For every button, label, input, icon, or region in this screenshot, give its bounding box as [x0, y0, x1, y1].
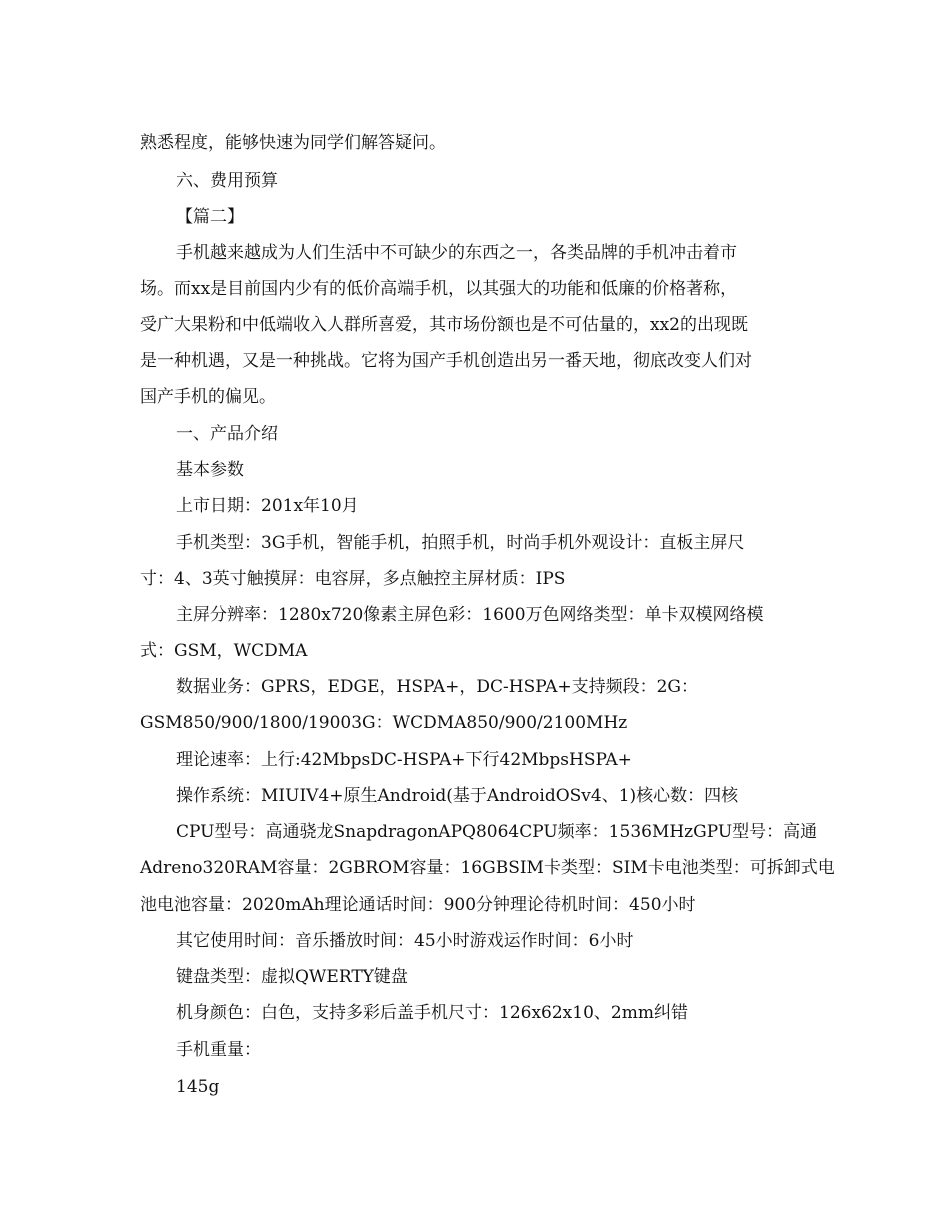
paragraph-line: GSM850/900/1800/19003G：WCDMA850/900/2100MHz [140, 713, 628, 733]
paragraph-line: 145g [176, 1077, 220, 1097]
paragraph-line: 场。而xx是目前国内少有的低价高端手机，以其强大的功能和低廉的价格著称， [140, 279, 738, 299]
section-heading: 一、产品介绍 [176, 424, 278, 444]
paragraph-line: 操作系统：MIUIV4+原生Android(基于AndroidOSv4、1)核心数：四核 [176, 786, 739, 806]
section-heading: 【篇二】 [176, 207, 244, 227]
paragraph-line: 熟悉程度，能够快速为同学们解答疑问。 [140, 133, 446, 153]
paragraph-line: 理论速率：上行:42MbpsDC-HSPA+下行42MbpsHSPA+ [176, 750, 632, 770]
paragraph-line: 国产手机的偏见。 [140, 387, 276, 407]
paragraph-line: Adreno320RAM容量：2GBROM容量：16GBSIM卡类型：SIM卡电池类型：可拆卸式电 [140, 858, 835, 878]
paragraph-line: 式：GSM，WCDMA [140, 641, 308, 661]
paragraph-line: 池电池容量：2020mAh理论通话时间：900分钟理论待机时间：450小时 [140, 895, 696, 915]
section-heading: 基本参数 [176, 460, 244, 480]
paragraph-line: 主屏分辨率：1280x720像素主屏色彩：1600万色网络类型：单卡双模网络模 [176, 605, 764, 625]
paragraph-line: 寸：4、3英寸触摸屏：电容屏，多点触控主屏材质：IPS [140, 569, 566, 589]
paragraph-line: 受广大果粉和中低端收入人群所喜爱，其市场份额也是不可估量的，xx2的出现既 [140, 315, 748, 335]
paragraph-line: 上市日期：201x年10月 [176, 496, 359, 516]
paragraph-line: 其它使用时间：音乐播放时间：45小时游戏运作时间：6小时 [176, 931, 634, 951]
paragraph-line: 手机类型：3G手机，智能手机，拍照手机，时尚手机外观设计：直板主屏尺 [176, 533, 745, 553]
paragraph-line: 机身颜色：白色，支持多彩后盖手机尺寸：126x62x10、2mm纠错 [176, 1003, 688, 1023]
section-heading: 六、费用预算 [176, 171, 278, 191]
paragraph-line: 数据业务：GPRS，EDGE，HSPA+，DC-HSPA+支持频段：2G： [176, 677, 699, 697]
paragraph-line: 键盘类型：虚拟QWERTY键盘 [176, 967, 408, 987]
paragraph-line: CPU型号：高通骁龙SnapdragonAPQ8064CPU频率：1536MHzGPU型号：高通 [176, 822, 818, 842]
paragraph-line: 手机越来越成为人们生活中不可缺少的东西之一，各类品牌的手机冲击着市 [176, 243, 737, 263]
paragraph-line: 是一种机遇，又是一种挑战。它将为国产手机创造出另一番天地，彻底改变人们对 [140, 351, 752, 371]
paragraph-line: 手机重量： [176, 1040, 261, 1060]
